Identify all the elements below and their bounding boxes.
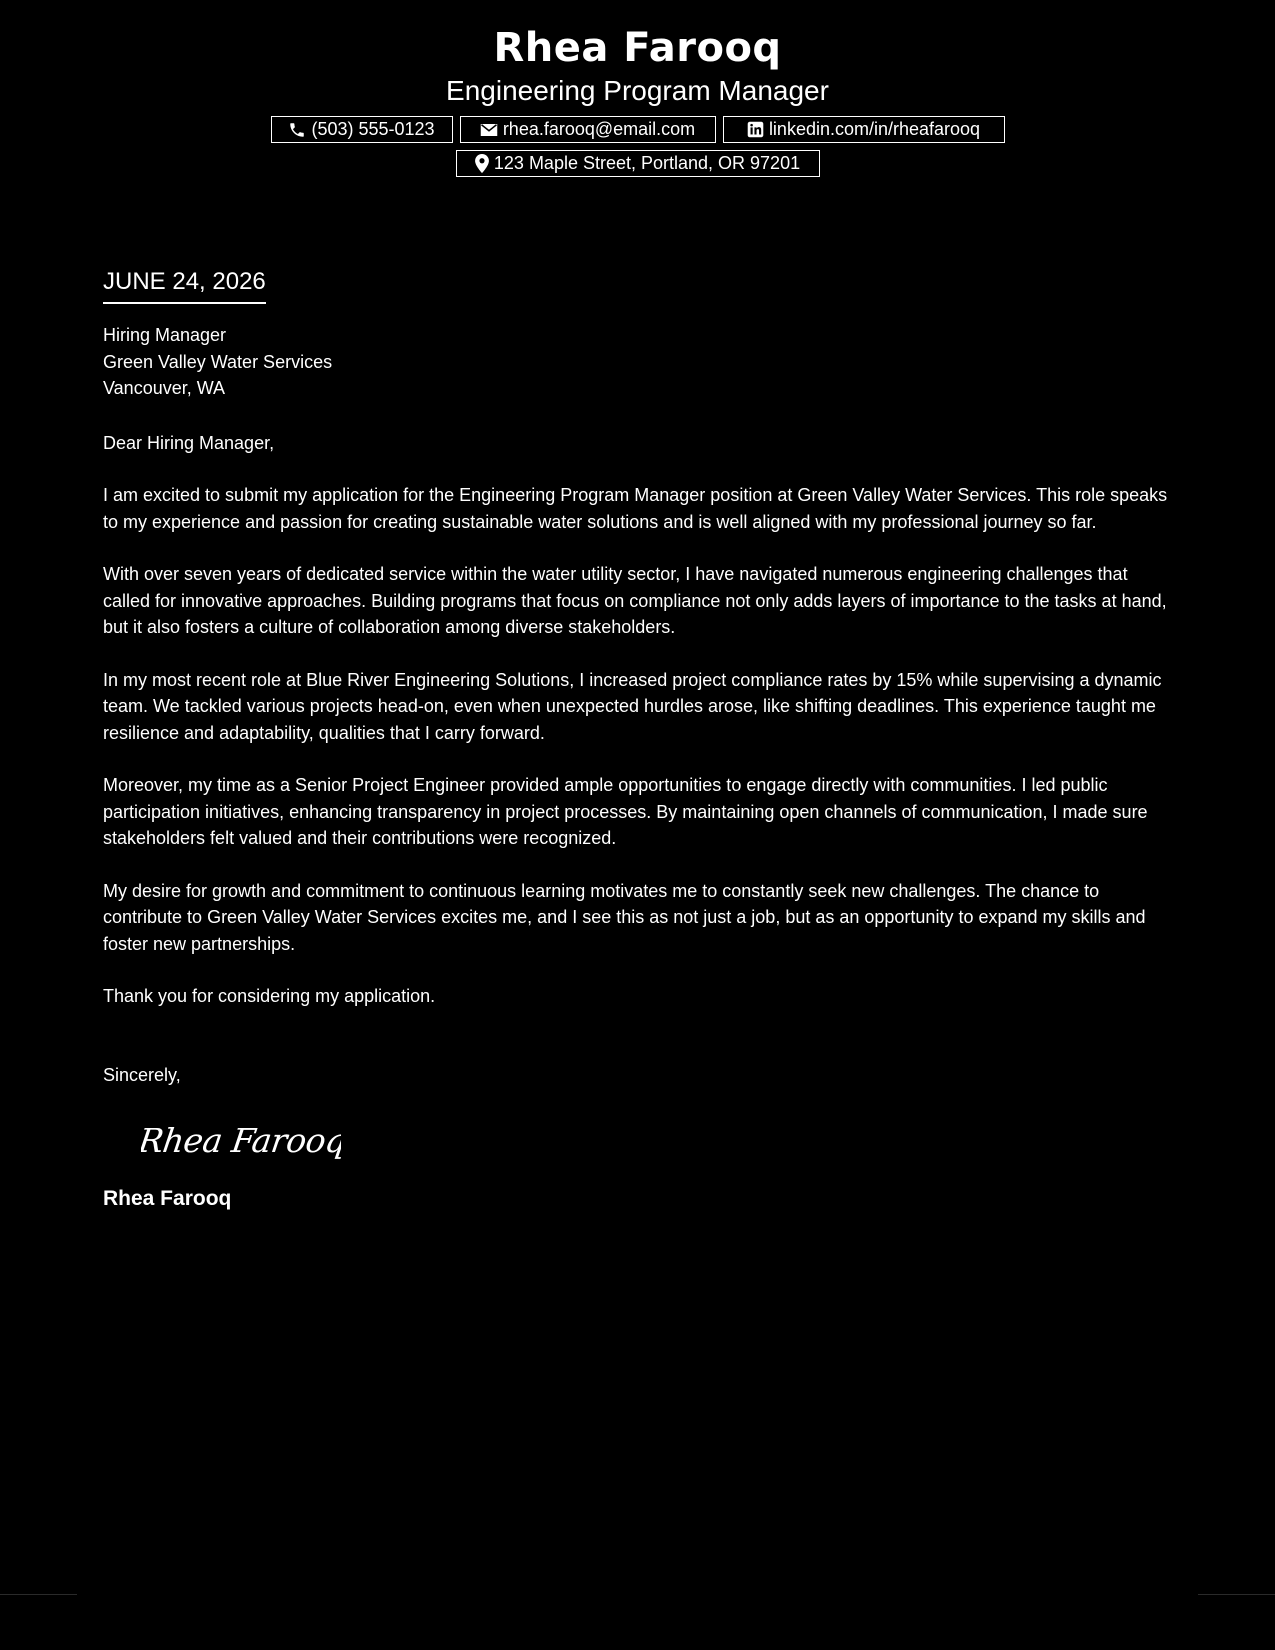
closing: Sincerely, xyxy=(103,1064,181,1085)
address-chip[interactable] xyxy=(456,150,820,177)
footer-divider-right xyxy=(1198,1594,1275,1595)
recipient-location: Vancouver, WA xyxy=(103,378,226,398)
handwritten-signature xyxy=(141,1110,1173,1170)
address-text: 123 Maple Street, Portland, OR 97201 xyxy=(493,153,801,173)
linkedin-chip[interactable] xyxy=(723,116,1005,143)
applicant-title: Engineering Program Manager xyxy=(446,75,829,106)
contact-row xyxy=(0,116,1275,143)
letter-header xyxy=(0,22,1275,177)
email-text: rhea.farooq@email.com xyxy=(502,119,696,139)
signature-image xyxy=(141,1110,341,1170)
phone-icon xyxy=(288,121,306,139)
linkedin-text: linkedin.com/in/rheafarooq xyxy=(768,119,981,139)
envelope-icon xyxy=(480,122,498,138)
paragraph-1: I am excited to submit my application for the Engineering Program Manager position at Green Valley Water Services. This role speaks to my experience and passion for creating sustainable water solutions and is well aligned with my professional journey so far. xyxy=(103,485,1168,532)
phone-chip[interactable] xyxy=(271,116,453,143)
signed-name: Rhea Farooq xyxy=(103,1187,232,1210)
linkedin-icon xyxy=(747,121,764,138)
paragraph-3: In my most recent role at Blue River Engineering Solutions, I increased project compliance rates by 15% while supervising a dynamic team. We tackled various projects head-on, even when unexpected hurdles arose, like shifting deadlines. This experience taught me resilience and adaptability, qualities that I carry forward. xyxy=(103,669,1162,743)
svg-text:Rhea Farooq: Rhea Farooq xyxy=(141,1121,341,1160)
email-chip[interactable] xyxy=(460,116,716,143)
map-pin-icon xyxy=(475,154,489,173)
footer-divider-left xyxy=(0,1594,77,1595)
recipient-block xyxy=(103,322,1173,402)
letter-body xyxy=(103,266,1173,1214)
phone-text: (503) 555-0123 xyxy=(311,119,435,139)
letter-date: JUNE 24, 2026 xyxy=(103,266,266,304)
paragraph-6: Thank you for considering my application. xyxy=(103,986,436,1006)
address-row xyxy=(0,150,1275,177)
salutation: Dear Hiring Manager, xyxy=(103,432,275,453)
paragraph-4: Moreover, my time as a Senior Project Engineer provided ample opportunities to engage directly with communities. I led public participation initiatives, enhancing transparency in project processes. By maintaining open channels of communication, I made sure stakeholders felt valued and their contributions were recognized. xyxy=(103,775,1148,848)
paragraph-5: My desire for growth and commitment to continuous learning motivates me to constantly seek new challenges. The chance to contribute to Green Valley Water Services excites me, and I see this as not just a job, but as an opportunity to expand my skills and foster new partnerships. xyxy=(103,880,1146,954)
paragraph-2: With over seven years of dedicated service within the water utility sector, I have navigated numerous engineering challenges that called for innovative approaches. Building programs that focus on compliance not only adds layers of importance to the tasks at hand, but it also fosters a culture of collaboration among diverse stakeholders. xyxy=(103,564,1167,637)
applicant-name: Rhea Farooq xyxy=(493,25,782,71)
recipient-name: Hiring Manager xyxy=(103,325,227,345)
recipient-company: Green Valley Water Services xyxy=(103,351,333,372)
